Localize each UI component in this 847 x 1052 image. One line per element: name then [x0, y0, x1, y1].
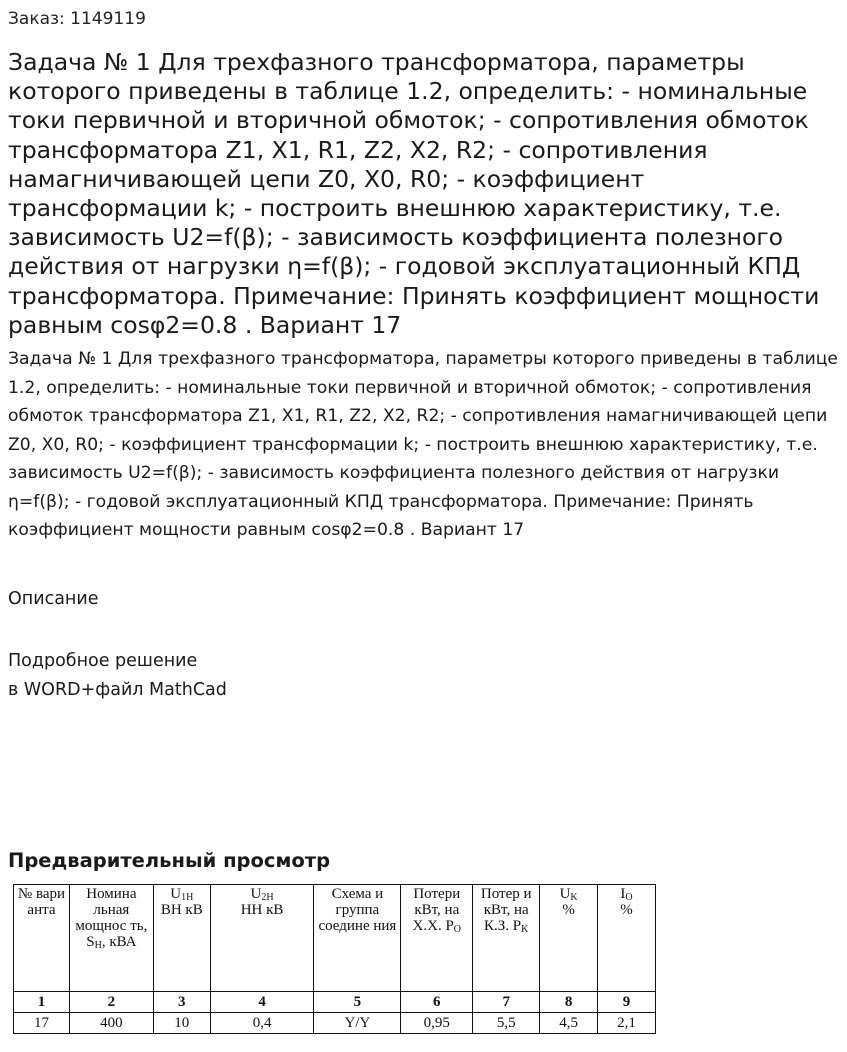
table-cell: 4,5	[540, 1013, 598, 1034]
header-noload-loss: Потери кВт, на Х.Х. $P_O$	[401, 885, 473, 992]
table-cell: 2	[69, 992, 153, 1013]
solution-line-1: Подробное решение	[8, 651, 198, 671]
table-cell: 7	[473, 992, 540, 1013]
table-cell: 9	[598, 992, 656, 1013]
table-header-row	[14, 885, 656, 992]
header-shortcircuit-loss: Потер и кВт, на К.З. $P_K$	[473, 885, 540, 992]
table-cell: 8	[540, 992, 598, 1013]
task-description: Задача № 1 Для трехфазного трансформатора, параметры которого приведены в таблице 1.2, определить: - номинальные токи первичной и вторичной обмоток; - сопротивления обмоток трансформатора Z1, X1, R1, Z2, X2, R2; - сопротивления намагничивающей цепи Z0, X0, R0; - коэффициент трансформации k; - построить внешнюю характеристику, т.е. зависимость U2=f(β); - зависимость коэффициента полезного действия от нагрузки η=f(β); - годовой эксплуатационный КПД трансформатора. Примечание: Принять коэффициент мощности равным cosφ2=0.8 . Вариант 17	[8, 349, 839, 540]
header-variant: № вари анта	[14, 885, 70, 992]
description-label: Описание	[8, 589, 99, 609]
table-cell: 4	[210, 992, 314, 1013]
table-row	[14, 992, 656, 1013]
header-u1: $U_{1H}$ ВН кВ	[153, 885, 210, 992]
table-cell: 6	[401, 992, 473, 1013]
preview-heading: Предварительный просмотр	[8, 849, 331, 872]
table-cell: Y/Y	[314, 1013, 401, 1034]
table-cell: 400	[69, 1013, 153, 1034]
table-cell: 0,4	[210, 1013, 314, 1034]
task-title: Задача № 1 Для трехфазного трансформатора, параметры которого приведены в таблице 1.2, определить: - номинальные токи первичной и вторичной обмоток; - сопротивления обмоток трансформатора Z1, X1, R1, Z2, X2, R2; - сопротивления намагничивающей цепи Z0, X0, R0; - коэффициент трансформации k; - построить внешнюю характеристику, т.е. зависимость U2=f(β); - зависимость коэффициента полезного действия от нагрузки η=f(β); - годовой эксплуатационный КПД трансформатора. Примечание: Принять коэффициент мощности равным cosφ2=0.8 . Вариант 17	[8, 48, 820, 339]
table-cell: 5,5	[473, 1013, 540, 1034]
table-cell: 10	[153, 1013, 210, 1034]
header-u2: $U_{2H}$ НН кВ	[210, 885, 314, 992]
header-uk: $U_K$ %	[540, 885, 598, 992]
table-cell: 1	[14, 992, 70, 1013]
table-row	[14, 1013, 656, 1034]
header-scheme: Схема и группа соедине ния	[314, 885, 401, 992]
solution-line-2: в WORD+файл MathCad	[8, 680, 227, 700]
table-cell: 17	[14, 1013, 70, 1034]
table-cell: 3	[153, 992, 210, 1013]
table-cell: 2,1	[598, 1013, 656, 1034]
table-cell: 5	[314, 992, 401, 1013]
header-power: Номина льная мощнос ть, $S_H$, кВА	[69, 885, 153, 992]
order-number: Заказ: 1149119	[8, 9, 146, 29]
table-cell: 0,95	[401, 1013, 473, 1034]
parameters-table	[13, 884, 656, 1034]
header-io: $I_O$ %	[598, 885, 656, 992]
